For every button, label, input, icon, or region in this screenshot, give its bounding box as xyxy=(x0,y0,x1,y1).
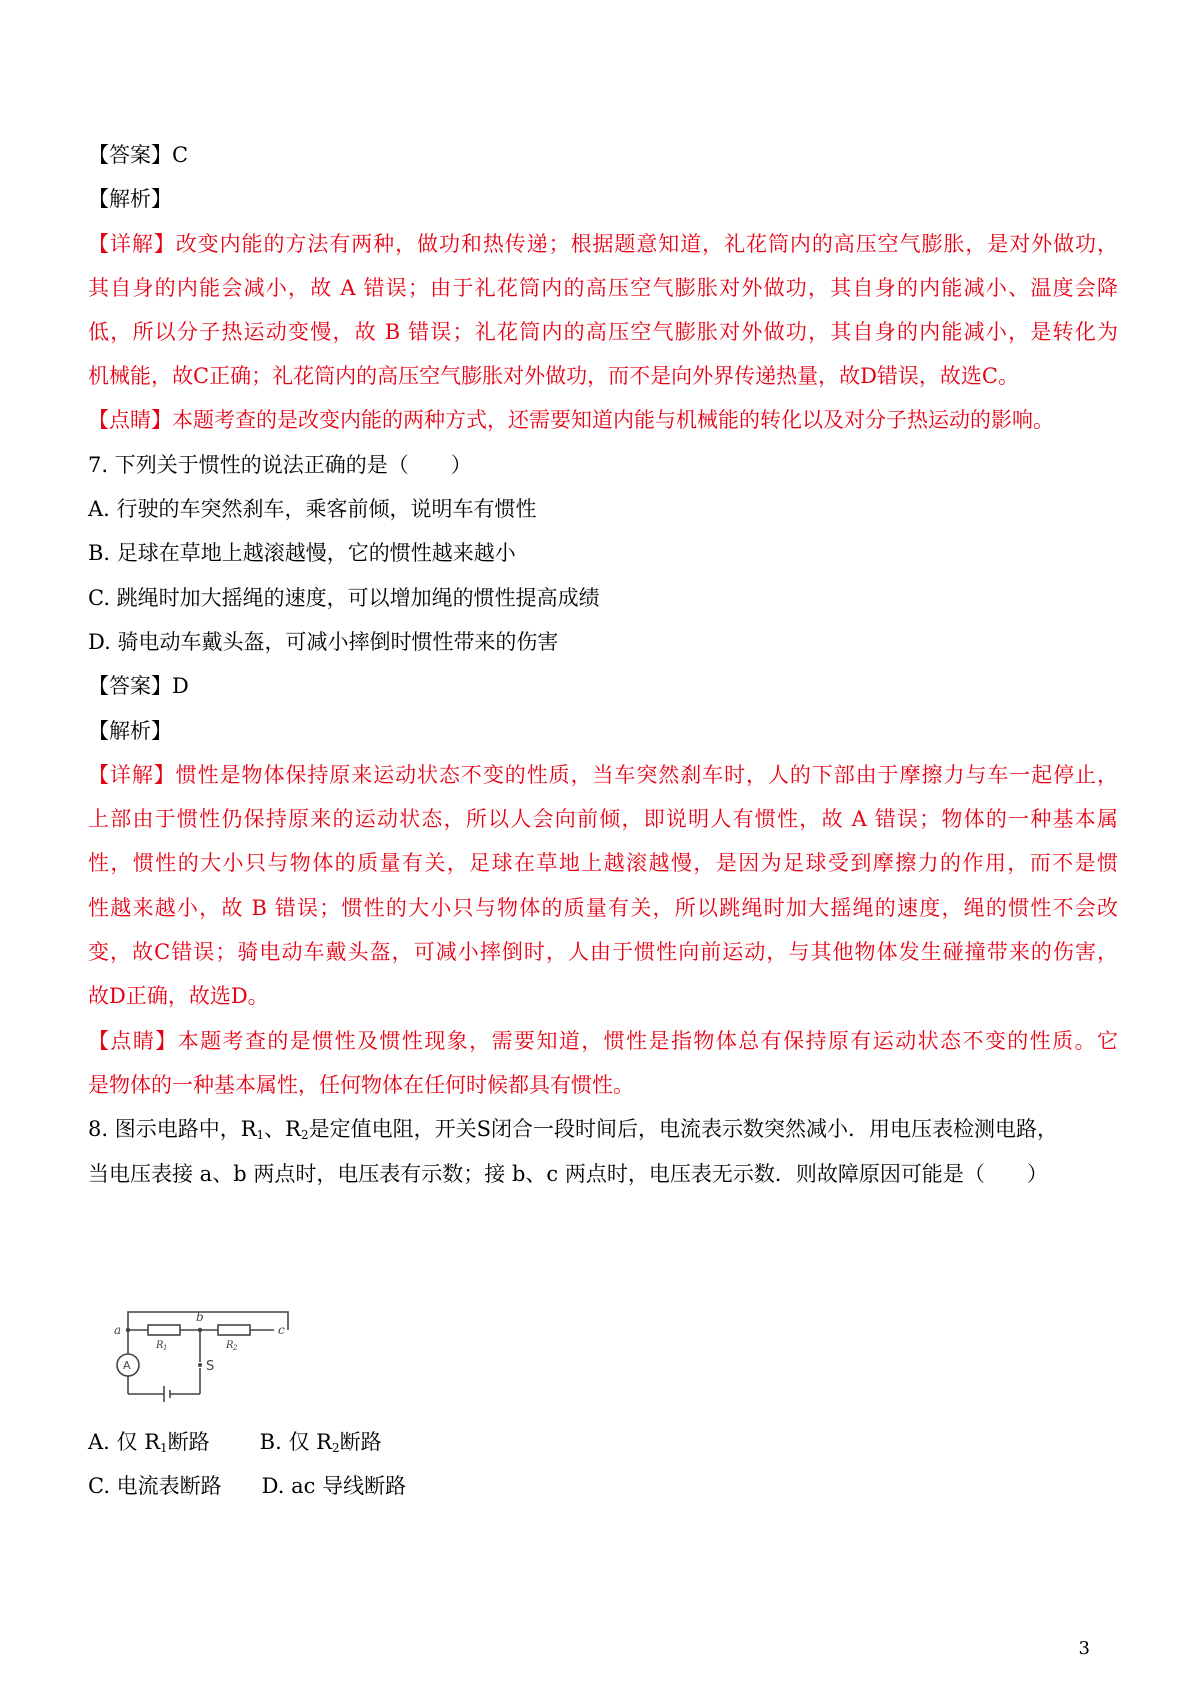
q7-detail-line: 上部由于惯性仍保持原来的运动状态，所以人会向前倾，即说明人有惯性，故 A 错误；物体的一种基本属 xyxy=(88,807,1118,831)
q8-options-row-1 xyxy=(88,1427,1118,1463)
node-b-label: b xyxy=(196,1310,204,1324)
node-c-label: c xyxy=(278,1323,285,1337)
q7-detail-line: 性越来越小，故 B 错误；惯性的大小只与物体的质量有关，所以跳绳时加大摇绳的速度，绳的惯性不会改 xyxy=(88,896,1118,920)
q6-detail-line: 其自身的内能会减小，故 A 错误；由于礼花筒内的高压空气膨胀对外做功，其自身的内能减小、温度会降 xyxy=(88,276,1118,300)
r1-subscript: 1 xyxy=(163,1344,168,1352)
ammeter-label: A xyxy=(123,1359,131,1372)
q8-option-b: B. 仅 $R_2$断路 xyxy=(259,1430,382,1455)
q8-option-a: A. 仅 $R_1$断路 xyxy=(88,1430,210,1455)
q7-option-d: D. 骑电动车戴头盔，可减小摔倒时惯性带来的伤害 xyxy=(88,630,559,654)
circuit-wire-ac xyxy=(128,1312,288,1330)
q7-option-b: B. 足球在草地上越滚越慢，它的惯性越来越小 xyxy=(88,541,516,565)
q7-detail-line: 【详解】惯性是物体保持原来运动状态不变的性质，当车突然刹车时，人的下部由于摩擦力与车一起停止， xyxy=(88,763,1118,787)
q8-options-row-2 xyxy=(88,1471,1118,1501)
r2-label: R xyxy=(226,1340,234,1351)
q7-comment-line: 是物体的一种基本属性，任何物体在任何时候都具有惯性。 xyxy=(88,1073,634,1097)
q6-answer: 【答案】C xyxy=(88,143,189,167)
q7-comment-line: 【点睛】本题考查的是惯性及惯性现象，需要知道，惯性是指物体总有保持原有运动状态不变的性质。它 xyxy=(88,1029,1118,1053)
q8-stem-line-2: 当电压表接 a、b 两点时，电压表有示数；接 b、c 两点时，电压表无示数．则故障原因可能是（ ） xyxy=(88,1162,1048,1186)
resistor-r1-icon xyxy=(148,1325,180,1335)
q6-comment: 【点睛】本题考查的是改变内能的两种方式，还需要知道内能与机械能的转化以及对分子热运动的影响。 xyxy=(88,408,1054,432)
node-a-label: a xyxy=(114,1323,122,1337)
r1-label: R xyxy=(156,1340,164,1351)
q8-option-d: D. ac 导线断路 xyxy=(261,1474,407,1498)
q7-detail-line: 变，故C错误；骑电动车戴头盔，可减小摔倒时，人由于惯性向前运动，与其他物体发生碰撞带来的伤害， xyxy=(88,940,1118,964)
q7-option-a: A. 行驶的车突然刹车，乘客前倾，说明车有惯性 xyxy=(88,497,537,521)
q6-detail-line: 【详解】改变内能的方法有两种，做功和热传递；根据题意知道，礼花筒内的高压空气膨胀，是对外做功， xyxy=(88,232,1118,256)
q7-stem: 7. 下列关于惯性的说法正确的是（ ） xyxy=(88,453,472,477)
page-number: 3 xyxy=(1078,1638,1090,1659)
resistor-r2-icon xyxy=(218,1325,250,1335)
q7-detail-line: 故D正确，故选D。 xyxy=(88,984,269,1008)
switch-label: S xyxy=(206,1359,215,1374)
circuit-diagram xyxy=(108,1306,308,1416)
q6-detail-line: 低，所以分子热运动变慢，故 B 错误；礼花筒内的高压空气膨胀对外做功，其自身的内能减小，是转化为 xyxy=(88,320,1118,344)
q7-detail-line: 性，惯性的大小只与物体的质量有关，足球在草地上越滚越慢，是因为足球受到摩擦力的作用，而不是惯 xyxy=(88,851,1118,875)
q7-option-c: C. 跳绳时加大摇绳的速度，可以增加绳的惯性提高成绩 xyxy=(88,586,600,610)
q6-detail-line: 机械能，故C正确；礼花筒内的高压空气膨胀对外做功，而不是向外界传递热量，故D错误，故选C。 xyxy=(88,364,1019,388)
q7-analysis-title: 【解析】 xyxy=(88,719,172,743)
q8-stem-line-1: 8. 图示电路中，$R_1$、$R_2$是定值电阻，开关S闭合一段时间后，电流表示数突然减小．用电压表检测电路， xyxy=(88,1117,1059,1142)
r2-subscript: 2 xyxy=(233,1344,238,1352)
q7-answer: 【答案】D xyxy=(88,674,189,698)
q8-option-c: C. 电流表断路 xyxy=(88,1474,222,1498)
q6-analysis-title: 【解析】 xyxy=(88,187,172,211)
